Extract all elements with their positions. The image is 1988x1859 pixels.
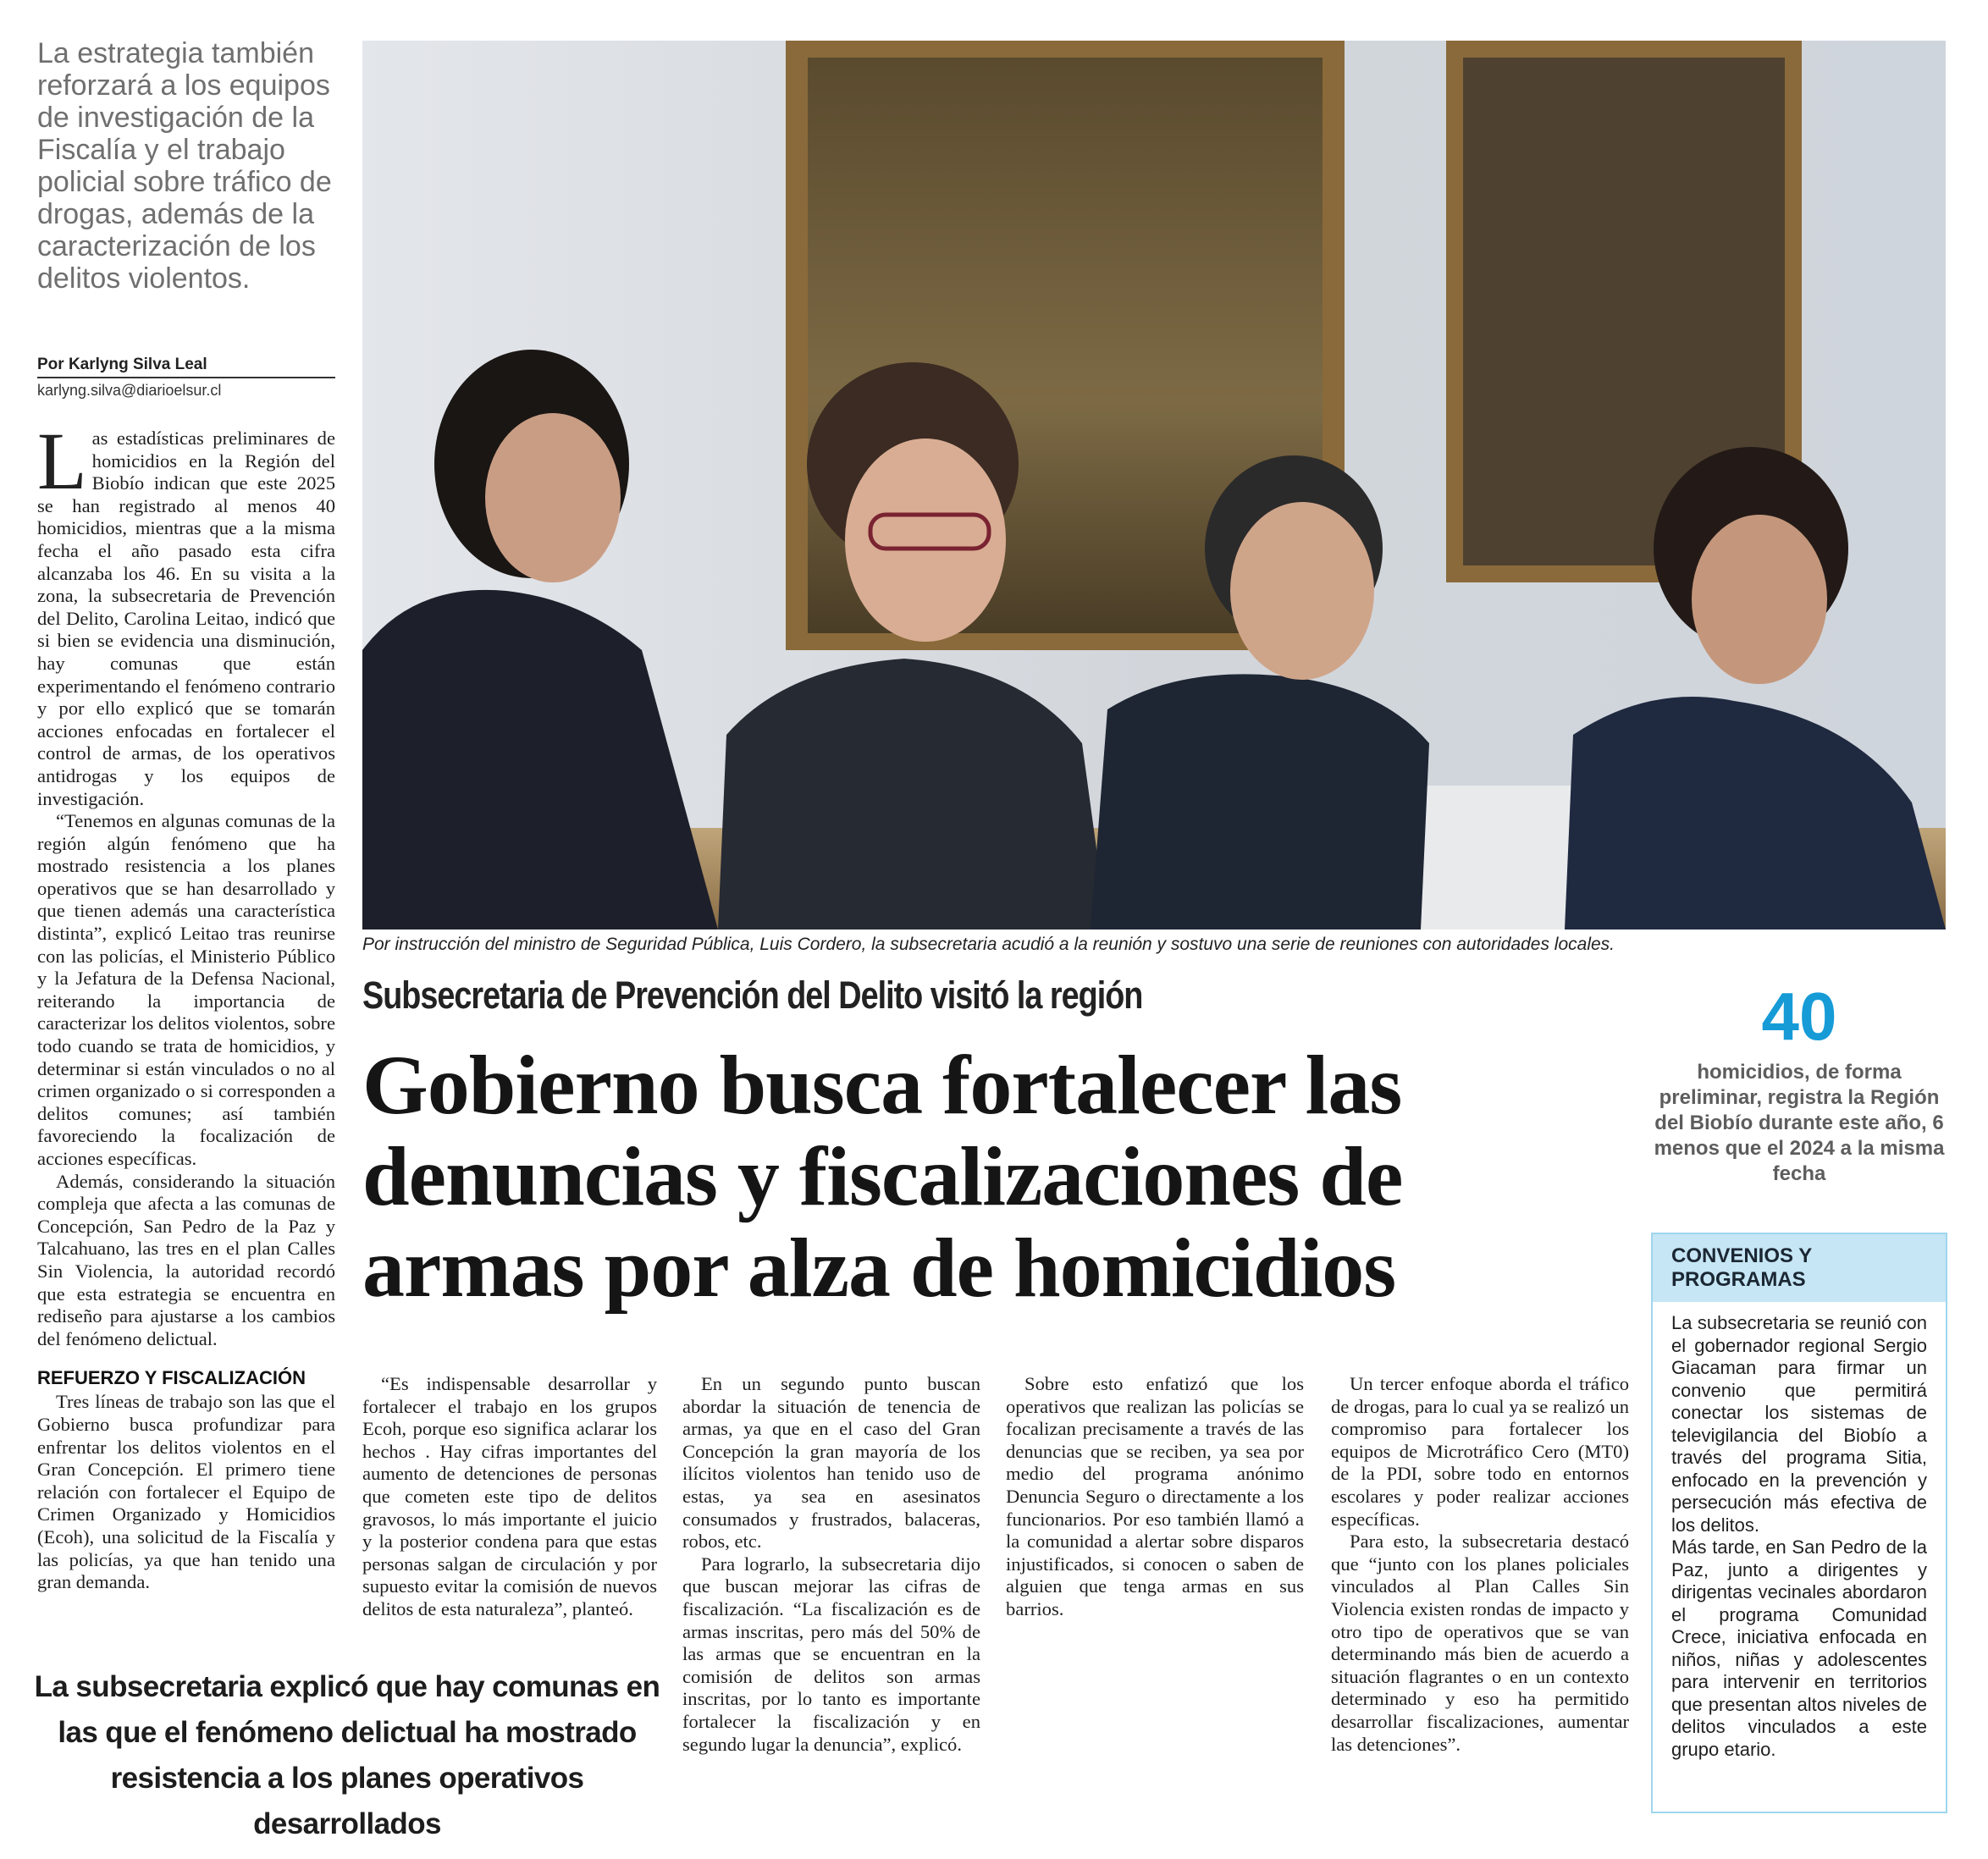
sidebar-paragraph-2: Más tarde, en San Pedro de la Paz, junto a dirigentes y dirigentas vecinales abordaron el programa Comunidad Crece, iniciativa enfocada en niños, niñas y adolescentes para intervenir en territorios que presentan altos niveles de delitos vinculados a este grupo etario. bbox=[1671, 1536, 1927, 1760]
photo-illustration bbox=[362, 41, 1946, 930]
body-column-1 bbox=[37, 428, 335, 1647]
body-paragraph-1: as estadísticas preliminares de homicidios en la Región del Biobío indican que este 2025 se han registrado al menos 40 homicidios, mientras que a la misma fecha el año pasado esta cifra alcanzaba los 46. En su visita a la zona, la subsecretaria de Prevención del Delito, Carolina Leitao, indicó que si bien se evidencia una disminución, hay comunas que están experimentando el fenómeno contrario y por ello explicó que se tomarán acciones enfocadas en fortalecer el control de armas, de los operativos antidrogas y los equipos de investigación. bbox=[37, 428, 335, 809]
sidebar-title: CONVENIOS Y PROGRAMAS bbox=[1653, 1234, 1946, 1302]
byline-author: Por Karlyng Silva Leal bbox=[37, 356, 335, 378]
body-paragraph-4: Tres líneas de trabajo son las que el Gobierno busca profundizar para enfrentar los delitos violentos en el Gran Concepción. El primero tiene relación con fortalecer el Equipo de Crimen Organizado y Homicidios (Ecoh), una solicitud de la Fiscalía y las policías, ya que han tenido una gran demanda. bbox=[37, 1391, 335, 1593]
pull-quote: La subsecretaria explicó que hay comunas en las que el fenómeno delictual ha mostrado resistencia a los planes operativos desarrollados bbox=[34, 1670, 660, 1840]
lead-text: La estrategia también reforzará a los equipos de investigación de la Fiscalía y el trabajo policial sobre tráfico de drogas, además de la caracterización de los delitos violentos. bbox=[37, 37, 332, 295]
sidebar-body bbox=[1653, 1302, 1946, 1761]
body-column-5 bbox=[1331, 1373, 1629, 1813]
headline: Gobierno busca fortalecer las denuncias y fiscalizaciones de armas por alza de homicidios bbox=[362, 1038, 1403, 1315]
article-photo bbox=[362, 41, 1946, 930]
byline-email: karlyng.silva@diarioelsur.cl bbox=[37, 382, 222, 399]
body-paragraph-7: Para lograrlo, la subsecretaria dijo que buscan mejorar las cifras de fiscalización. “La fiscalización es de armas inscritas, pero más del 50% de las armas que se encuentran en la comisión de delitos son armas inscritas, por lo tanto es importante fortalecer la fiscalización y en segundo lugar la denuncia”, explicó. bbox=[682, 1553, 980, 1755]
stat-box bbox=[1651, 979, 1947, 1187]
body-paragraph-6: En un segundo punto buscan abordar la situación de tenencia de armas, ya que en el caso del Gran Concepción la gran mayoría de los ilícitos violentos han tenido uso de estas, ya sea en asesinatos consumados y frustrados, balaceras, robos, etc. bbox=[682, 1373, 980, 1553]
byline bbox=[37, 356, 335, 400]
photo-caption: Por instrucción del ministro de Seguridad Pública, Luis Cordero, la subsecretaria acudió a la reunión y sostuvo una serie de reuniones con autoridades locales. bbox=[362, 935, 1615, 954]
body-column-2 bbox=[362, 1373, 657, 1652]
body-column-3 bbox=[682, 1373, 980, 1813]
body-paragraph-2: “Tenemos en algunas comunas de la región algún fenómeno que ha mostrado resistencia a los planes operativos que se han desarrollado y que tienen además una característica distinta”, explicó Leitao tras reunirse con las policías, el Ministerio Público y la Jefatura de la Defensa Nacional, reiterando la importancia de caracterizar los delitos violentos, sobre todo cuando se trata de homicidios, y determinar si están vinculados o no al crimen organizado o si corresponden a delitos comunes; así también favoreciendo la focalización de acciones específicas. bbox=[37, 810, 335, 1169]
stat-number: 40 bbox=[1761, 979, 1837, 1054]
body-paragraph-3: Además, considerando la situación compleja que afecta a las comunas de Concepción, San Pedro de la Paz y Talcahuano, las tres en el plan Calles Sin Violencia, la autoridad recordó que esta estrategia se encuentra en rediseño para ajustarse a los cambios del fenómeno delictual. bbox=[37, 1170, 335, 1349]
body-paragraph-10: Para esto, la subsecretaria destacó que “junto con los planes policiales vinculados al Plan Calles Sin Violencia existen rondas de impacto y otro tipo de operativos que se van determinando más bien de acuerdo a situación flagrantes o en un contexto determinado y eso ha permitido desarrollar fiscalizaciones, aumentar las detenciones”. bbox=[1331, 1531, 1629, 1755]
body-column-4 bbox=[1006, 1373, 1304, 1813]
sidebar-box bbox=[1651, 1233, 1947, 1813]
body-paragraph-9: Un tercer enfoque aborda el tráfico de drogas, para lo cual ya se realizó un compromiso para fortalecer los equipos de Microtráfico Cero (MT0) de la PDI, sobre todo en entornos escolares y poder realizar acciones específicas. bbox=[1331, 1373, 1629, 1530]
body-paragraph-8: Sobre esto enfatizó que los operativos que realizan las policías se focalizan precisamente a través de las denuncias que se reciben, ya sea por medio del programa anónimo Denuncia Seguro o directamente a los funcionarios. Por eso también llamó a la comunidad a alertar sobre disparos injustificados, si conocen o saben de alguien que tenga armas en sus barrios. bbox=[1006, 1373, 1304, 1619]
drop-cap: L bbox=[37, 428, 87, 506]
body-paragraph-5: “Es indispensable desarrollar y fortalecer el trabajo en los grupos Ecoh, porque eso significa aclarar los hechos . Hay cifras importantes del aumento de detenciones de personas que cometen este tipo de delitos gravosos, lo más importante el juicio y la posterior condena para que estas personas salgan de circulación y por supuesto evitar la comisión de nuevos delitos de esta naturaleza”, planteó. bbox=[362, 1373, 657, 1619]
sidebar-paragraph-1: La subsecretaria se reunió con el gobernador regional Sergio Giacaman para firmar un convenio que permitirá conectar los sistemas de televigilancia del Biobío a través del programa Sitia, enfocado en la prevención y persecución más efectiva de los delitos. bbox=[1671, 1312, 1927, 1536]
stat-description: homicidios, de forma preliminar, registra la Región del Biobío durante este año, 6 menos que el 2024 a la misma fecha bbox=[1654, 1061, 1945, 1185]
section-subhead: REFUERZO Y FISCALIZACIÓN bbox=[37, 1367, 306, 1389]
kicker: Subsecretaria de Prevención del Delito visitó la región bbox=[362, 974, 1143, 1017]
